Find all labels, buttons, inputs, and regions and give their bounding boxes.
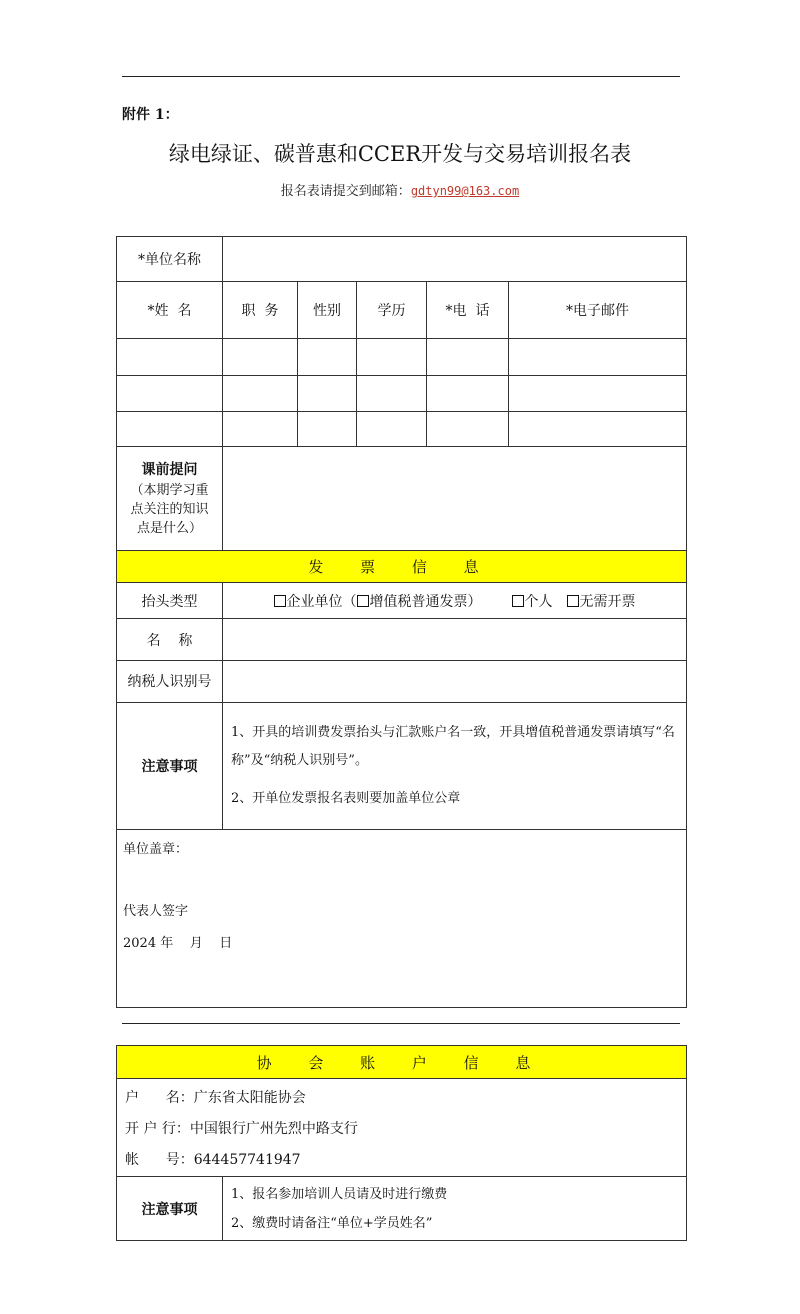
invoice-notes-label: 注意事项 (117, 703, 223, 830)
registration-table (116, 236, 687, 1008)
account-note-2: 2、缴费时请备注“单位+学员姓名” (231, 1215, 433, 1231)
option-vat-label: 增值税普通发票） (369, 593, 482, 610)
question-title: 课前提问 (141, 462, 198, 478)
col-phone: *电 话 (427, 282, 509, 339)
checkbox-individual[interactable] (512, 595, 524, 607)
invoice-note-2: 2、开单位发票报名表则要加盖单位公章 (231, 791, 461, 806)
tax-id-label: 纳税人识别号 (117, 661, 223, 703)
entry-cell[interactable] (223, 412, 298, 447)
entry-cell[interactable] (117, 412, 223, 447)
header-type-label: 抬头类型 (117, 583, 223, 619)
entry-cell[interactable] (509, 339, 687, 376)
table-row (117, 339, 687, 376)
col-position: 职 务 (223, 282, 298, 339)
account-name: 户 名：广东省太阳能协会 (125, 1090, 306, 1106)
submit-instruction (0, 180, 800, 199)
entry-cell[interactable] (357, 412, 427, 447)
col-gender: 性别 (298, 282, 357, 339)
seal-label: 单位盖章： (123, 842, 189, 857)
table-row (117, 412, 687, 447)
table-row (117, 376, 687, 412)
submit-prefix: 报名表请提交到邮箱： (280, 184, 411, 199)
invoice-note-1: 1、开具的培训费发票抬头与汇款账户名一致，开具增值税普通发票请填写“名称”及“纳税人识别号”。 (231, 725, 675, 768)
account-bank: 开 户 行：中国银行广州先烈中路支行 (125, 1121, 358, 1137)
entry-cell[interactable] (223, 339, 298, 376)
page-title: 绿电绿证、碳普惠和CCER开发与交易培训报名表 (168, 142, 632, 166)
entry-cell[interactable] (427, 376, 509, 412)
entry-cell[interactable] (509, 412, 687, 447)
entry-cell[interactable] (117, 376, 223, 412)
account-number: 帐 号：644457741947 (125, 1152, 301, 1168)
col-name: *姓 名 (117, 282, 223, 339)
entry-cell[interactable] (298, 376, 357, 412)
question-field[interactable] (223, 447, 687, 551)
entry-cell[interactable] (509, 376, 687, 412)
entry-cell[interactable] (427, 339, 509, 376)
account-section-title: 协 会 账 户 信 息 (117, 1046, 687, 1079)
entry-cell[interactable] (357, 339, 427, 376)
header-type-options (223, 583, 687, 619)
col-email: *电子邮件 (509, 282, 687, 339)
option-no-invoice-label: 无需开票 (579, 593, 636, 610)
entry-cell[interactable] (298, 412, 357, 447)
account-notes-label: 注意事项 (117, 1177, 223, 1241)
checkbox-no-invoice[interactable] (567, 595, 579, 607)
entry-cell[interactable] (357, 376, 427, 412)
account-table (116, 1045, 687, 1241)
entry-cell[interactable] (223, 376, 298, 412)
signature-area[interactable] (117, 830, 687, 1008)
invoice-name-label: 名 称 (117, 619, 223, 661)
middle-rule (122, 1023, 680, 1024)
tax-id-field[interactable] (223, 661, 687, 703)
invoice-name-field[interactable] (223, 619, 687, 661)
invoice-section-title: 发 票 信 息 (117, 551, 687, 583)
account-note-1: 1、报名参加培训人员请及时进行缴费 (231, 1186, 448, 1202)
date-label: 2024 年 月 日 (123, 936, 233, 951)
entry-cell[interactable] (427, 412, 509, 447)
representative-label: 代表人签字 (123, 904, 189, 919)
question-label-cell (117, 447, 223, 551)
entry-cell[interactable] (298, 339, 357, 376)
checkbox-vat-invoice[interactable] (357, 595, 369, 607)
col-education: 学历 (357, 282, 427, 339)
account-details (117, 1079, 687, 1177)
option-individual-label: 个人 (524, 593, 553, 610)
attachment-label: 附件 1： (122, 107, 179, 123)
question-hint: （本期学习重点关注的知识点是什么） (130, 483, 209, 536)
option-enterprise-label: 企业单位（ (286, 593, 357, 610)
submit-email-link[interactable]: gdtyn99@163.com (410, 184, 520, 198)
top-rule (122, 76, 680, 77)
org-name-field[interactable] (223, 237, 687, 282)
org-name-label: *单位名称 (117, 237, 223, 282)
checkbox-enterprise[interactable] (274, 595, 286, 607)
account-notes (223, 1177, 687, 1241)
entry-cell[interactable] (117, 339, 223, 376)
invoice-notes (223, 703, 687, 830)
